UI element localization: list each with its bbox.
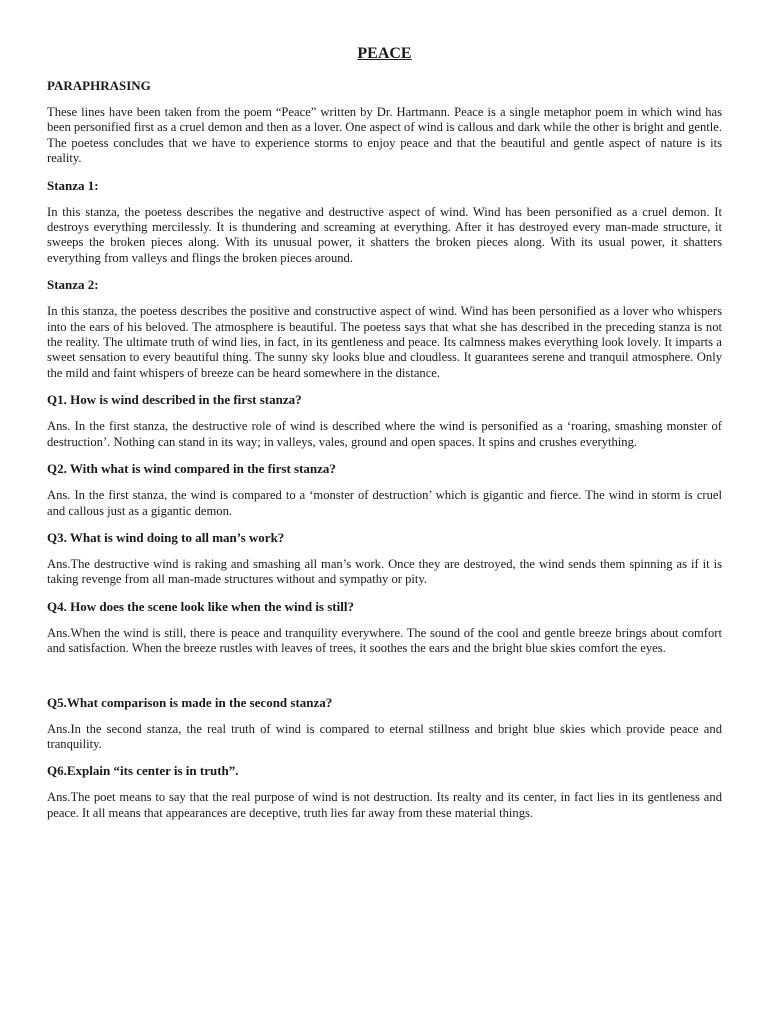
section-spacer <box>47 668 722 695</box>
answer-3: Ans.The destructive wind is raking and smashing all man’s work. Once they are destroyed, the wind sends them spinning as if it is taking revenge from all man-made structures without and sympathy or pity. <box>47 556 722 587</box>
page-title: PEACE <box>357 45 412 62</box>
question-3: Q3. What is wind doing to all man’s work? <box>47 529 285 545</box>
answer-6: Ans.The poet means to say that the real purpose of wind is not destruction. Its realty and its center, in fact lies in its gentleness and peace. It all means that appearances are deceptive, truth lies far away from these material things. <box>47 790 722 820</box>
intro-paragraph: These lines have been taken from the poem “Peace” written by Dr. Hartmann. Peace is a single metaphor poem in which wind has been personified first as a cruel demon and then as a lover. One aspect of wind is callous and dark while the other is bright and gentle. The poetess concludes that we have to experience storms to enjoy peace and that the beautiful and gentle aspect of nature is its reality. <box>47 105 722 166</box>
stanza2-heading: Stanza 2: <box>47 277 99 293</box>
answer-4: Ans.When the wind is still, there is peace and tranquility everywhere. The sound of the cool and gentle breeze brings about comfort and satisfaction. When the breeze rustles with leaves of trees, it soothes the ears and the bright blue skies comfort the eyes. <box>47 625 722 656</box>
stanza2-paragraph: In this stanza, the poetess describes the positive and constructive aspect of wind. Wind has been personified as a lover who whispers into the ears of his beloved. The atmosphere is beautiful. The poetess says that what she has described in the preceding stanza is not the reality. The ultimate truth of wind lies, in fact, in its gentleness and peace. Its calmness makes everything look lovely. It imparts a sweet sensation to every beautiful thing. The sunny sky looks blue and cloudless. It guarantees serene and tranquil atmosphere. Only the mild and faint whispers of breeze can be heard somewhere in the distance. <box>47 304 722 380</box>
stanza1-paragraph: In this stanza, the poetess describes the negative and destructive aspect of wind. Wind has been personified as a cruel demon. It destroys everything mercilessly. It is thundering and screaming at everything. After it has destroyed every man-made structure, it sweeps the broken pieces along. With its unusual power, it shatters the broken pieces along. With its usual power, it shatters everything from valleys and flings the broken pieces around. <box>47 204 722 265</box>
question-5: Q5.What comparison is made in the second stanza? <box>47 694 333 710</box>
answer-2: Ans. In the first stanza, the wind is compared to a ‘monster of destruction’ which is gigantic and fierce. The wind in storm is cruel and callous just as a gigantic demon. <box>47 488 722 518</box>
question-4: Q4. How does the scene look like when the wind is still? <box>47 598 354 614</box>
paraphrasing-heading: PARAPHRASING <box>47 78 151 93</box>
answer-1: Ans. In the first stanza, the destructive role of wind is described where the wind is personified as a ‘roaring, smashing monster of destruction’. Nothing can stand in its way; in valleys, vales, ground and open spaces. It spins and crushes everything. <box>47 419 722 449</box>
document-page <box>47 44 722 832</box>
question-6: Q6.Explain “its center is in truth”. <box>47 763 239 779</box>
answer-5: Ans.In the second stanza, the real truth of wind is compared to eternal stillness and bright blue skies which provide peace and tranquility. <box>47 721 722 751</box>
stanza1-heading: Stanza 1: <box>47 177 99 193</box>
question-1: Q1. How is wind described in the first stanza? <box>47 392 302 408</box>
question-2: Q2. With what is wind compared in the first stanza? <box>47 461 336 477</box>
